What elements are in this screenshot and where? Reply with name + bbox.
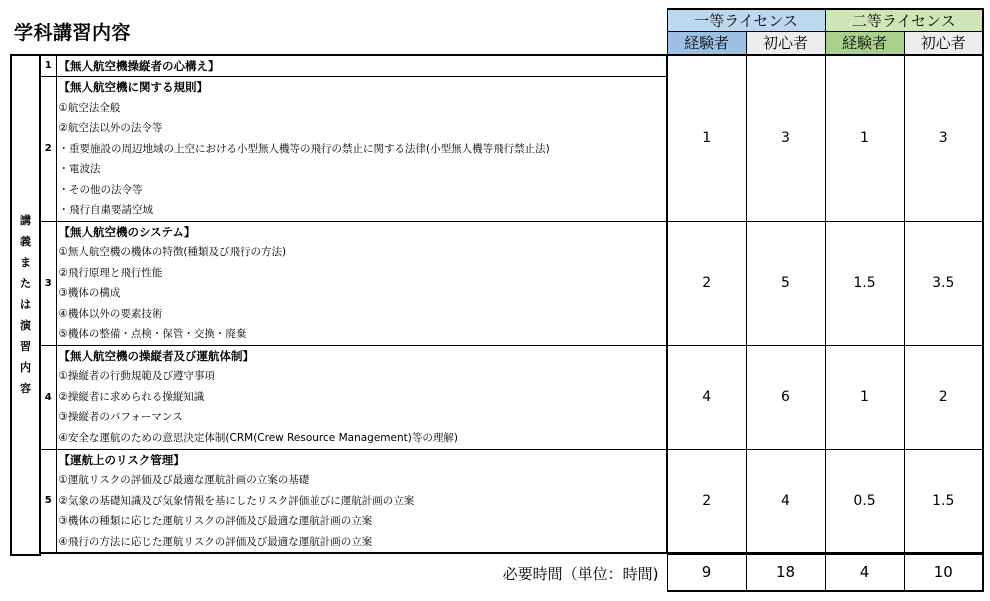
second-class-experienced-header: 経験者 bbox=[825, 32, 904, 55]
row-line: ・重要施設の周辺地域の上空における小型無人機等の飛行の禁止に関する法律(小型無人機等飛行禁止法) bbox=[58, 142, 550, 155]
first-class-license-header: 一等ライセンス bbox=[667, 9, 825, 32]
value-cell: 1 bbox=[825, 55, 904, 222]
row-line: ②飛行原理と飛行性能 bbox=[58, 266, 163, 279]
row-content bbox=[56, 221, 667, 345]
row-line: ①操縦者の行動規範及び遵守事項 bbox=[58, 370, 215, 382]
side-char: 内 bbox=[20, 361, 31, 374]
value-cell: 1.5 bbox=[825, 221, 904, 345]
required-time-label: 必要時間（単位：時間) bbox=[502, 564, 659, 583]
row-line: ③操縦者のパフォーマンス bbox=[58, 411, 183, 423]
row-content bbox=[56, 345, 667, 449]
row-content bbox=[56, 77, 667, 222]
row-line: ①運航リスクの評価及び最適な運航計画の立案の基礎 bbox=[58, 474, 310, 486]
value-cell: 1.5 bbox=[904, 449, 983, 553]
side-char: 講 bbox=[20, 214, 31, 227]
row-line: ②操縦者に求められる操縦知識 bbox=[58, 390, 205, 403]
row-number: 5 bbox=[40, 449, 56, 553]
row-line: ⑤機体の整備・点検・保管・交換・廃棄 bbox=[58, 328, 247, 340]
total-first-experienced: 9 bbox=[667, 555, 746, 591]
first-class-beginner-header: 初心者 bbox=[746, 32, 825, 55]
value-cell: 3.5 bbox=[904, 221, 983, 345]
row-line: ・電波法 bbox=[58, 163, 101, 175]
row-line: ②気象の基礎知識及び気象情報を基にしたリスク評価並びに運航計画の立案 bbox=[58, 494, 415, 507]
total-second-experienced: 4 bbox=[825, 555, 904, 591]
row-content bbox=[56, 55, 667, 77]
side-char: 容 bbox=[20, 382, 31, 395]
value-cell: 2 bbox=[667, 449, 746, 553]
total-second-beginner: 10 bbox=[904, 555, 983, 591]
value-cell: 3 bbox=[904, 55, 983, 222]
second-class-license-header: 二等ライセンス bbox=[825, 9, 983, 32]
second-class-beginner-header: 初心者 bbox=[904, 32, 983, 55]
side-char: 義 bbox=[20, 235, 31, 248]
value-cell: 6 bbox=[746, 345, 825, 449]
row-heading: 【無人航空機の操縦者及び運航体制】 bbox=[58, 348, 254, 363]
row-content bbox=[56, 449, 667, 553]
side-char: 演 bbox=[20, 319, 31, 332]
row-line: ①航空法全般 bbox=[58, 101, 121, 114]
value-cell: 2 bbox=[904, 345, 983, 449]
row-line: ④安全な運航のための意思決定体制(CRM(Crew Resource Management)等の理解) bbox=[58, 431, 458, 444]
row-line: ②航空法以外の法令等 bbox=[58, 122, 163, 134]
page-title: 学科講習内容 bbox=[14, 22, 132, 44]
value-cell: 4 bbox=[667, 345, 746, 449]
first-class-experienced-header: 経験者 bbox=[667, 32, 746, 55]
value-cell: 1 bbox=[667, 55, 746, 222]
row-line: ④飛行の方法に応じた運航リスクの評価及び最適な運航計画の立案 bbox=[58, 535, 373, 548]
row-line: ③機体の構成 bbox=[58, 287, 121, 299]
row-line: ①無人航空機の機体の特徴(種類及び飛行の方法) bbox=[58, 246, 287, 258]
side-char: た bbox=[20, 277, 31, 290]
row-number: 4 bbox=[40, 345, 56, 449]
side-char: ま bbox=[20, 256, 31, 269]
side-label bbox=[11, 55, 40, 555]
row-heading: 【無人航空機のシステム】 bbox=[58, 224, 196, 239]
value-cell: 2 bbox=[667, 221, 746, 345]
row-line: ・飛行自粛要請空域 bbox=[58, 204, 153, 216]
value-cell: 1 bbox=[825, 345, 904, 449]
side-char: は bbox=[20, 298, 31, 311]
row-heading: 【運航上のリスク管理】 bbox=[58, 452, 185, 467]
row-line: ・その他の法令等 bbox=[58, 183, 143, 196]
row-line: ④機体以外の要素技術 bbox=[58, 307, 163, 320]
side-char: 習 bbox=[20, 340, 31, 353]
row-number: 3 bbox=[40, 221, 56, 345]
value-cell: 3 bbox=[746, 55, 825, 222]
row-heading: 【無人航空機操縦者の心構え】 bbox=[58, 58, 220, 73]
row-number: 2 bbox=[40, 77, 56, 222]
title-spacer bbox=[11, 32, 667, 55]
curriculum-table bbox=[10, 8, 984, 592]
row-heading: 【無人航空機に関する規則】 bbox=[58, 80, 208, 94]
value-cell: 5 bbox=[746, 221, 825, 345]
value-cell: 4 bbox=[746, 449, 825, 553]
title-spacer bbox=[11, 9, 667, 32]
row-line: ③機体の種類に応じた運航リスクの評価及び最適な運航計画の立案 bbox=[58, 515, 373, 527]
row-number: 1 bbox=[40, 55, 56, 77]
total-first-beginner: 18 bbox=[746, 555, 825, 591]
value-cell: 0.5 bbox=[825, 449, 904, 553]
